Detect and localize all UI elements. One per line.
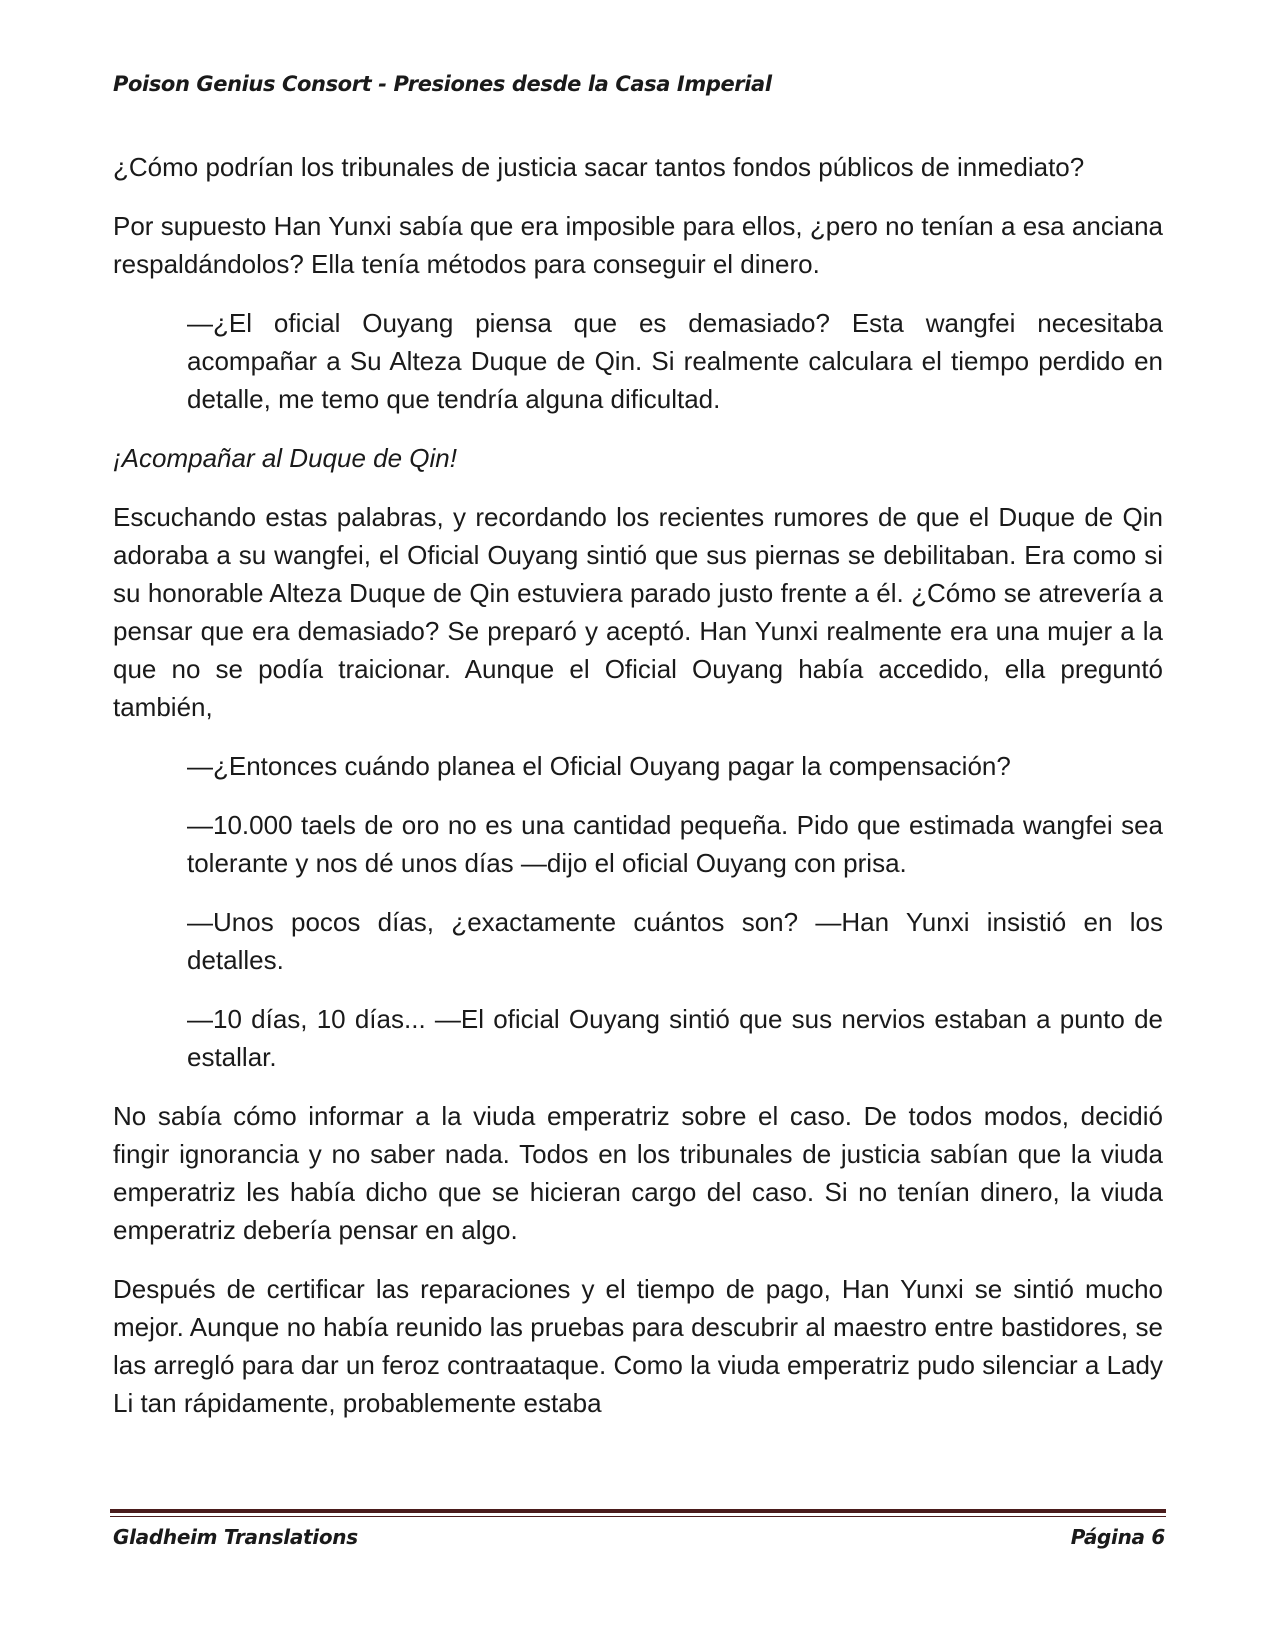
italic-paragraph: ¡Acompañar al Duque de Qin! bbox=[113, 443, 457, 473]
document-body bbox=[113, 148, 1163, 1443]
dialogue-paragraph: —¿El oficial Ouyang piensa que es demasiado? Esta wangfei necesitaba acompañar a Su Alteza Duque de Qin. Si realmente calculara el tiempo perdido en detalle, me temo que tendría alguna dificultad. bbox=[187, 308, 1163, 414]
footer-publisher: Gladheim Translations bbox=[113, 1525, 358, 1549]
dialogue-paragraph: —10.000 taels de oro no es una cantidad pequeña. Pido que estimada wangfei sea tolerante y nos dé unos días —dijo el oficial Ouyang con prisa. bbox=[187, 810, 1163, 878]
footer-page-number: Página 6 bbox=[1070, 1525, 1165, 1549]
dialogue-paragraph: —Unos pocos días, ¿exactamente cuántos son? —Han Yunxi insistió en los detalles. bbox=[187, 907, 1163, 975]
paragraph: ¿Cómo podrían los tribunales de justicia sacar tantos fondos públicos de inmediato? bbox=[113, 152, 1085, 182]
page-header-title: Poison Genius Consort - Presiones desde la Casa Imperial bbox=[113, 72, 772, 96]
footer-rule-thick bbox=[110, 1509, 1166, 1513]
paragraph: Por supuesto Han Yunxi sabía que era imposible para ellos, ¿pero no tenían a esa anciana respaldándolos? Ella tenía métodos para conseguir el dinero. bbox=[113, 211, 1163, 279]
dialogue-paragraph: —10 días, 10 días... —El oficial Ouyang sintió que sus nervios estaban a punto de estallar. bbox=[187, 1004, 1163, 1072]
paragraph: Después de certificar las reparaciones y el tiempo de pago, Han Yunxi se sintió mucho mejor. Aunque no había reunido las pruebas para descubrir al maestro entre bastidores, se las arregló para dar un feroz contraataque. Como la viuda emperatriz pudo silenciar a Lady Li tan rápidamente, probablemente estaba bbox=[113, 1274, 1163, 1418]
dialogue-paragraph: —¿Entonces cuándo planea el Oficial Ouyang pagar la compensación? bbox=[187, 751, 1011, 781]
paragraph: Escuchando estas palabras, y recordando los recientes rumores de que el Duque de Qin adoraba a su wangfei, el Oficial Ouyang sintió que sus piernas se debilitaban. Era como si su honorable Alteza Duque de Qin estuviera parado justo frente a él. ¿Cómo se atrevería a pensar que era demasiado? Se preparó y aceptó. Han Yunxi realmente era una mujer a la que no se podía traicionar. Aunque el Oficial Ouyang había accedido, ella preguntó también, bbox=[113, 502, 1163, 722]
footer-rule-thin bbox=[110, 1516, 1166, 1517]
paragraph: No sabía cómo informar a la viuda emperatriz sobre el caso. De todos modos, decidió fingir ignorancia y no saber nada. Todos en los tribunales de justicia sabían que la viuda emperatriz les había dicho que se hicieran cargo del caso. Si no tenían dinero, la viuda emperatriz debería pensar en algo. bbox=[113, 1101, 1163, 1245]
